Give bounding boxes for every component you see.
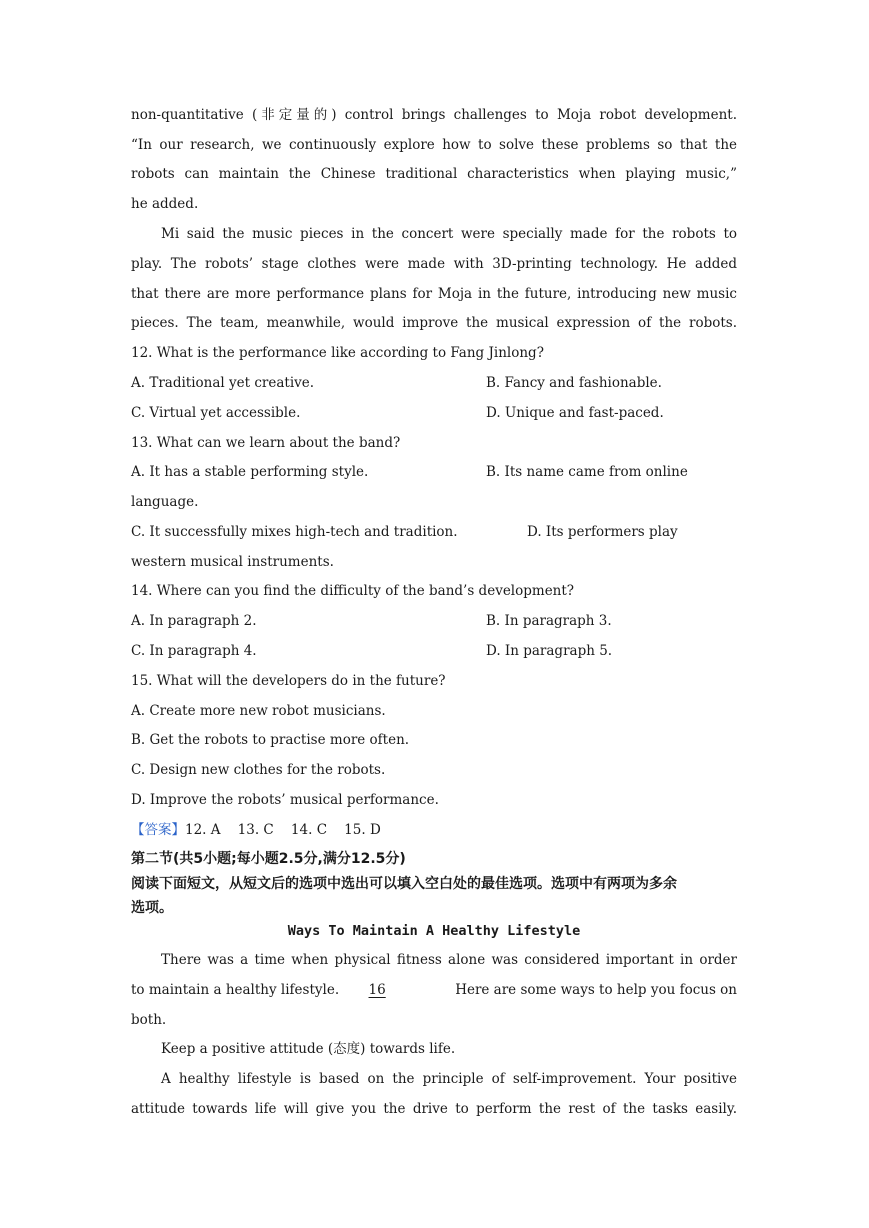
passage-line: pieces. The team, meanwhile, would improve the musical expression of the robots. xyxy=(131,315,737,331)
option-d: D. Unique and fast-paced. xyxy=(486,405,664,421)
question-stem: 14. Where can you find the difficulty of the band’s development? xyxy=(131,583,575,599)
passage-line: “In our research, we continuously explore how to solve these problems so that the xyxy=(131,137,737,153)
option-c: C. It successfully mixes high-tech and tradition. xyxy=(131,524,458,540)
option-b: B. Fancy and fashionable. xyxy=(486,375,662,391)
passage-line: A healthy lifestyle is based on the principle of self-improvement. Your positive xyxy=(161,1071,737,1087)
passage-text: to maintain a healthy lifestyle. xyxy=(131,982,340,998)
option-a: A. Create more new robot musicians. xyxy=(131,703,386,719)
section-instructions: 阅读下面短文，从短文后的选项中选出可以填入空白处的最佳选项。选项中有两项为多余 xyxy=(131,876,677,892)
passage-text: Here are some ways to help you focus on xyxy=(455,982,737,998)
option-c: C. Virtual yet accessible. xyxy=(131,405,301,421)
passage-line: that there are more performance plans for Moja in the future, introducing new music xyxy=(131,286,737,302)
answer-tag: 【答案】 xyxy=(131,822,185,838)
option-d-continued: western musical instruments. xyxy=(131,554,334,570)
option-b: B. Its name came from online xyxy=(486,464,688,480)
option-b: B. In paragraph 3. xyxy=(486,613,612,629)
option-a: A. Traditional yet creative. xyxy=(131,375,315,391)
section-heading: 第二节(共5小题;每小题2.5分,满分12.5分) xyxy=(131,851,406,867)
question-stem: 15. What will the developers do in the future? xyxy=(131,673,446,689)
passage-line: Keep a positive attitude (态度) towards life. xyxy=(161,1041,456,1057)
option-a: A. It has a stable performing style. xyxy=(131,464,369,480)
passage-line: robots can maintain the Chinese traditional characteristics when playing music,” xyxy=(131,166,737,182)
answer-text: 12. A 13. C 14. C 15. D xyxy=(185,822,381,838)
passage-line-with-blank xyxy=(131,980,737,1000)
option-b-continued: language. xyxy=(131,494,199,510)
option-d: D. Its performers play xyxy=(527,524,678,540)
passage-line: play. The robots’ stage clothes were made with 3D-printing technology. He added xyxy=(131,256,737,272)
question-stem: 12. What is the performance like according to Fang Jinlong? xyxy=(131,345,544,361)
passage-title: Ways To Maintain A Healthy Lifestyle xyxy=(287,923,581,939)
question-stem: 13. What can we learn about the band? xyxy=(131,435,401,451)
blank-16: 16 xyxy=(368,982,386,998)
option-d: D. In paragraph 5. xyxy=(486,643,613,659)
option-c: C. In paragraph 4. xyxy=(131,643,257,659)
passage-line: he added. xyxy=(131,196,199,212)
option-a: A. In paragraph 2. xyxy=(131,613,257,629)
passage-line: Mi said the music pieces in the concert were specially made for the robots to xyxy=(161,226,737,242)
option-c: C. Design new clothes for the robots. xyxy=(131,762,386,778)
option-b: B. Get the robots to practise more often. xyxy=(131,732,410,748)
section-instructions-continued: 选项。 xyxy=(131,900,173,916)
passage-line: non-quantitative (非定量的) control brings challenges to Moja robot development. xyxy=(131,107,737,123)
passage-line: attitude towards life will give you the drive to perform the rest of the tasks easily. xyxy=(131,1101,737,1117)
passage-line: There was a time when physical fitness alone was considered important in order xyxy=(161,952,737,968)
option-d: D. Improve the robots’ musical performance. xyxy=(131,792,439,808)
passage-line: both. xyxy=(131,1012,167,1028)
answer-line xyxy=(131,820,737,840)
